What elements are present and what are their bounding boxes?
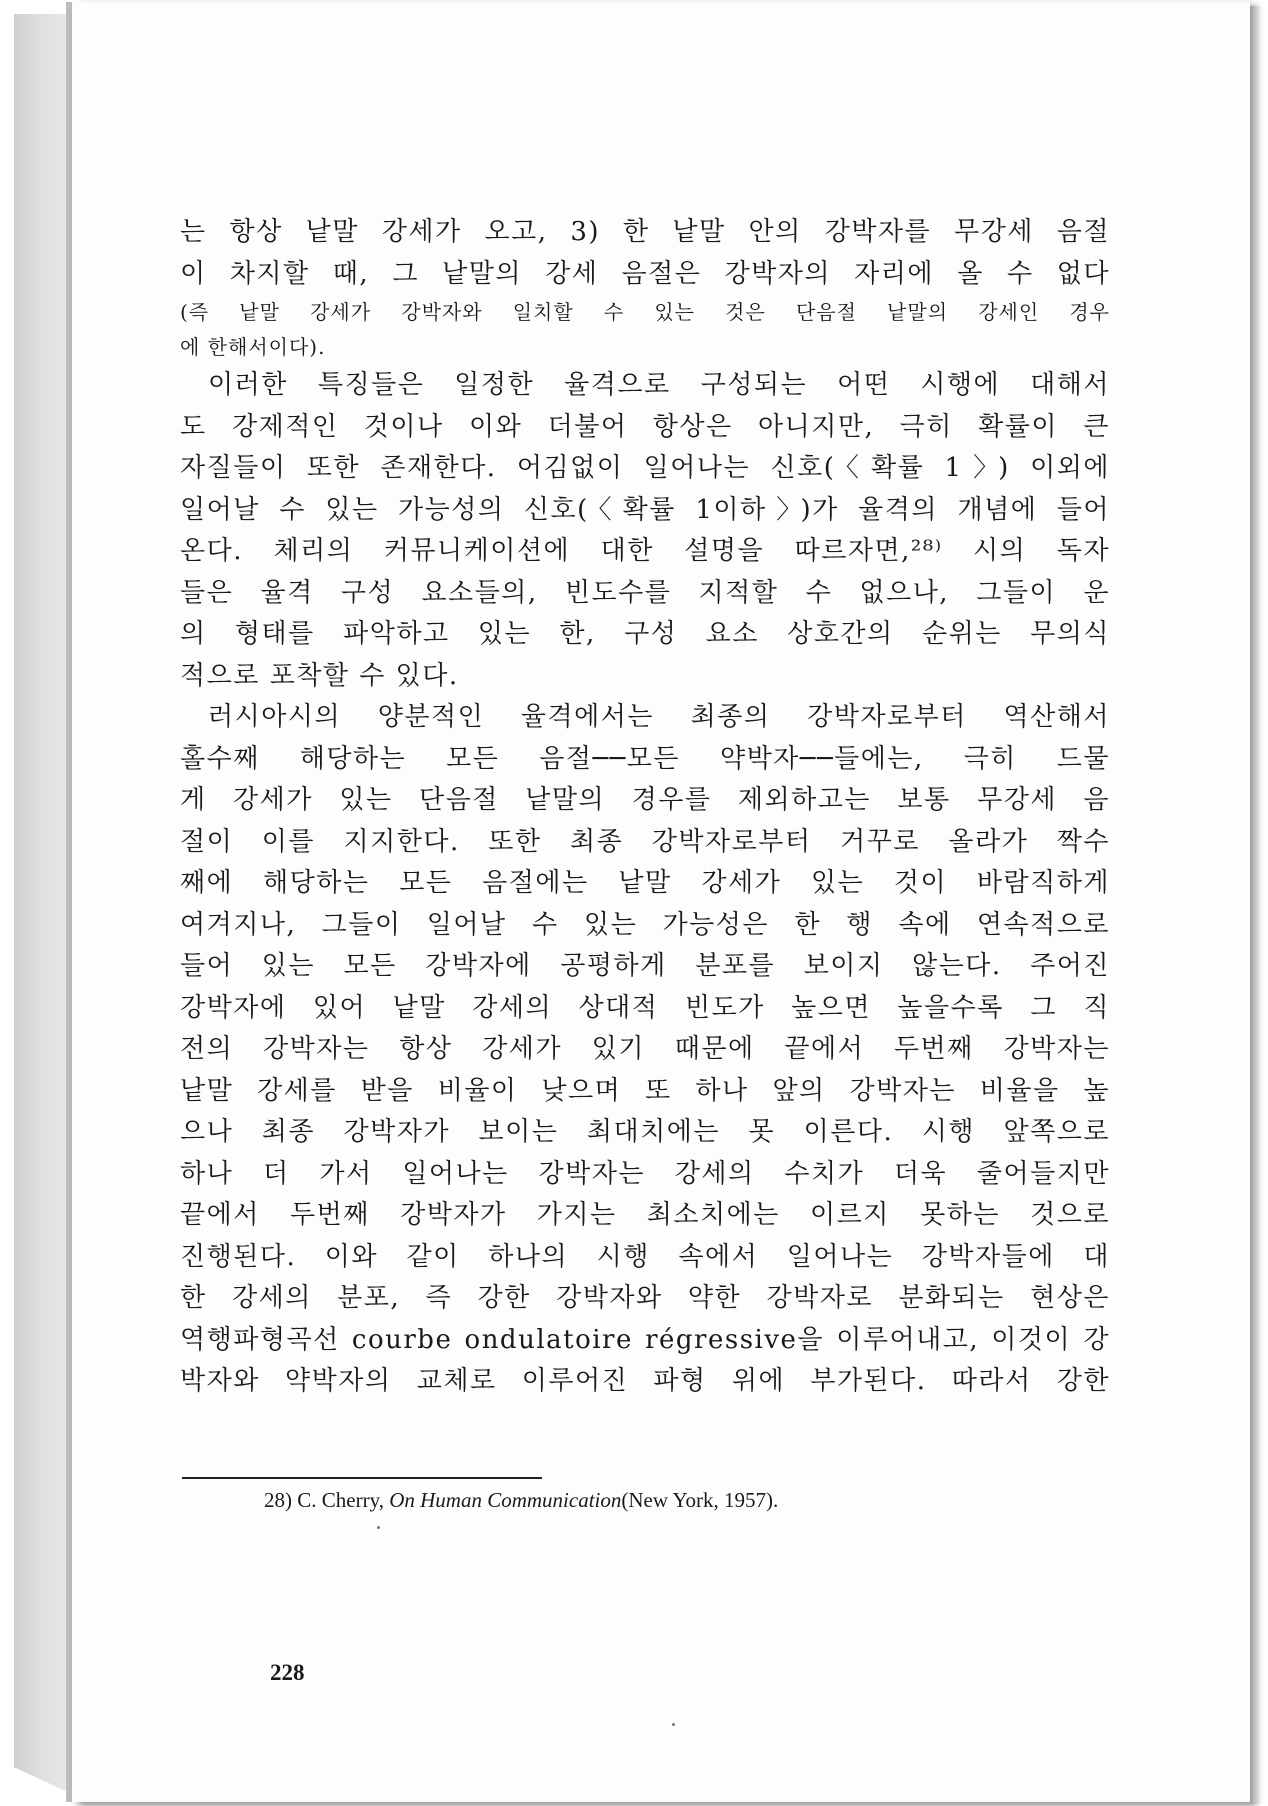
text-line: 게 강세가 있는 단음절 낱말의 경우를 제외하고는 보통 무강세 음 [180,785,1110,815]
text-line: 진행된다. 이와 같이 하나의 시행 속에서 일어나는 강박자들에 대 [180,1241,1110,1272]
text-line: 낱말 강세를 받을 비율이 낮으며 또 하나 앞의 강박자는 비율을 높 [180,1075,1110,1106]
text-line: 한 강세의 분포, 즉 강한 강박자와 약한 강박자로 분화되는 현상은 [180,1283,1110,1313]
text-line: 이러한 특징들은 일정한 율격으로 구성되는 어떤 시행에 대해서 [208,370,1110,400]
page-shadow [1250,6,1260,1804]
text-line: (즉 낱말 강세가 강박자와 일치할 수 있는 것은 단음절 낱말의 강세인 경우 [180,300,1110,324]
text-line: 도 강제적인 것이나 이와 더불어 항상은 아니지만, 극히 확률이 큰 [180,411,1110,442]
text-line: 역행파형곡선 courbe ondulatoire régressive을 이루어내고, 이것이 강 [180,1324,1110,1355]
page-number: 228 [270,1660,305,1685]
text-line: 의 형태를 파악하고 있는 한, 구성 요소 상호간의 순위는 무의식 [180,619,1110,649]
scan-speck [672,1723,675,1726]
text-line: 에 한해서이다). [180,335,326,359]
text-line: 째에 해당하는 모든 음절에는 낱말 강세가 있는 것이 바람직하게 [180,868,1110,898]
body-text [180,212,1110,1403]
footnote [264,1488,778,1513]
text-line: 하나 더 가서 일어나는 강박자는 강세의 수치가 더욱 줄어들지만 [180,1158,1110,1189]
text-line: 는 항상 낱말 강세가 오고, 3) 한 낱말 안의 강박자를 무강세 음절 [180,217,1110,247]
footnote-suffix: (New York, 1957). [621,1488,779,1512]
text-line: 으나 최종 강박자가 보이는 최대치에는 못 이른다. 시행 앞쪽으로 [180,1117,1110,1147]
text-line: 온다. 체리의 커뮤니케이션에 대한 설명을 따르자면,²⁸⁾ 시의 독자 [180,536,1110,566]
text-line: 전의 강박자는 항상 강세가 있기 때문에 끝에서 두번째 강박자는 [180,1034,1110,1064]
text-line: 일어날 수 있는 가능성의 신호(〈확률 1이하〉)가 율격의 개념에 들어 [180,494,1110,525]
text-line: 러시아시의 양분적인 율격에서는 최종의 강박자로부터 역산해서 [208,702,1110,732]
text-line: 강박자에 있어 낱말 강세의 상대적 빈도가 높으면 높을수록 그 직 [180,992,1110,1023]
text-line: 적으로 포착할 수 있다. [180,660,459,691]
scan-speck [377,1526,380,1529]
text-line: 자질들이 또한 존재한다. 어김없이 일어나는 신호(〈확률 1〉) 이외에 [180,453,1110,483]
text-line: 들어 있는 모든 강박자에 공평하게 분포를 보이지 않는다. 주어진 [180,951,1110,981]
text-line: 박자와 약박자의 교체로 이루어진 파형 위에 부가된다. 따라서 강한 [180,1366,1110,1396]
text-line: 홀수째 해당하는 모든 음절──모든 약박자──들에는, 극히 드물 [180,743,1110,774]
text-line: 여겨지나, 그들이 일어날 수 있는 가능성은 한 행 속에 연속적으로 [180,909,1110,940]
text-line: 이 차지할 때, 그 낱말의 강세 음절은 강박자의 자리에 올 수 없다 [180,258,1110,289]
text-line: 절이 이를 지지한다. 또한 최종 강박자로부터 거꾸로 올라가 짝수 [180,826,1110,857]
text-line: 들은 율격 구성 요소들의, 빈도수를 지적할 수 없으나, 그들이 운 [180,577,1110,608]
book-spine [14,14,72,1794]
footnote-divider [182,1477,542,1479]
footnote-title: On Human Communication [389,1488,622,1512]
text-line: 끝에서 두번째 강박자가 가지는 최소치에는 이르지 못하는 것으로 [180,1200,1110,1230]
footnote-prefix: 28) C. Cherry, [264,1488,390,1512]
